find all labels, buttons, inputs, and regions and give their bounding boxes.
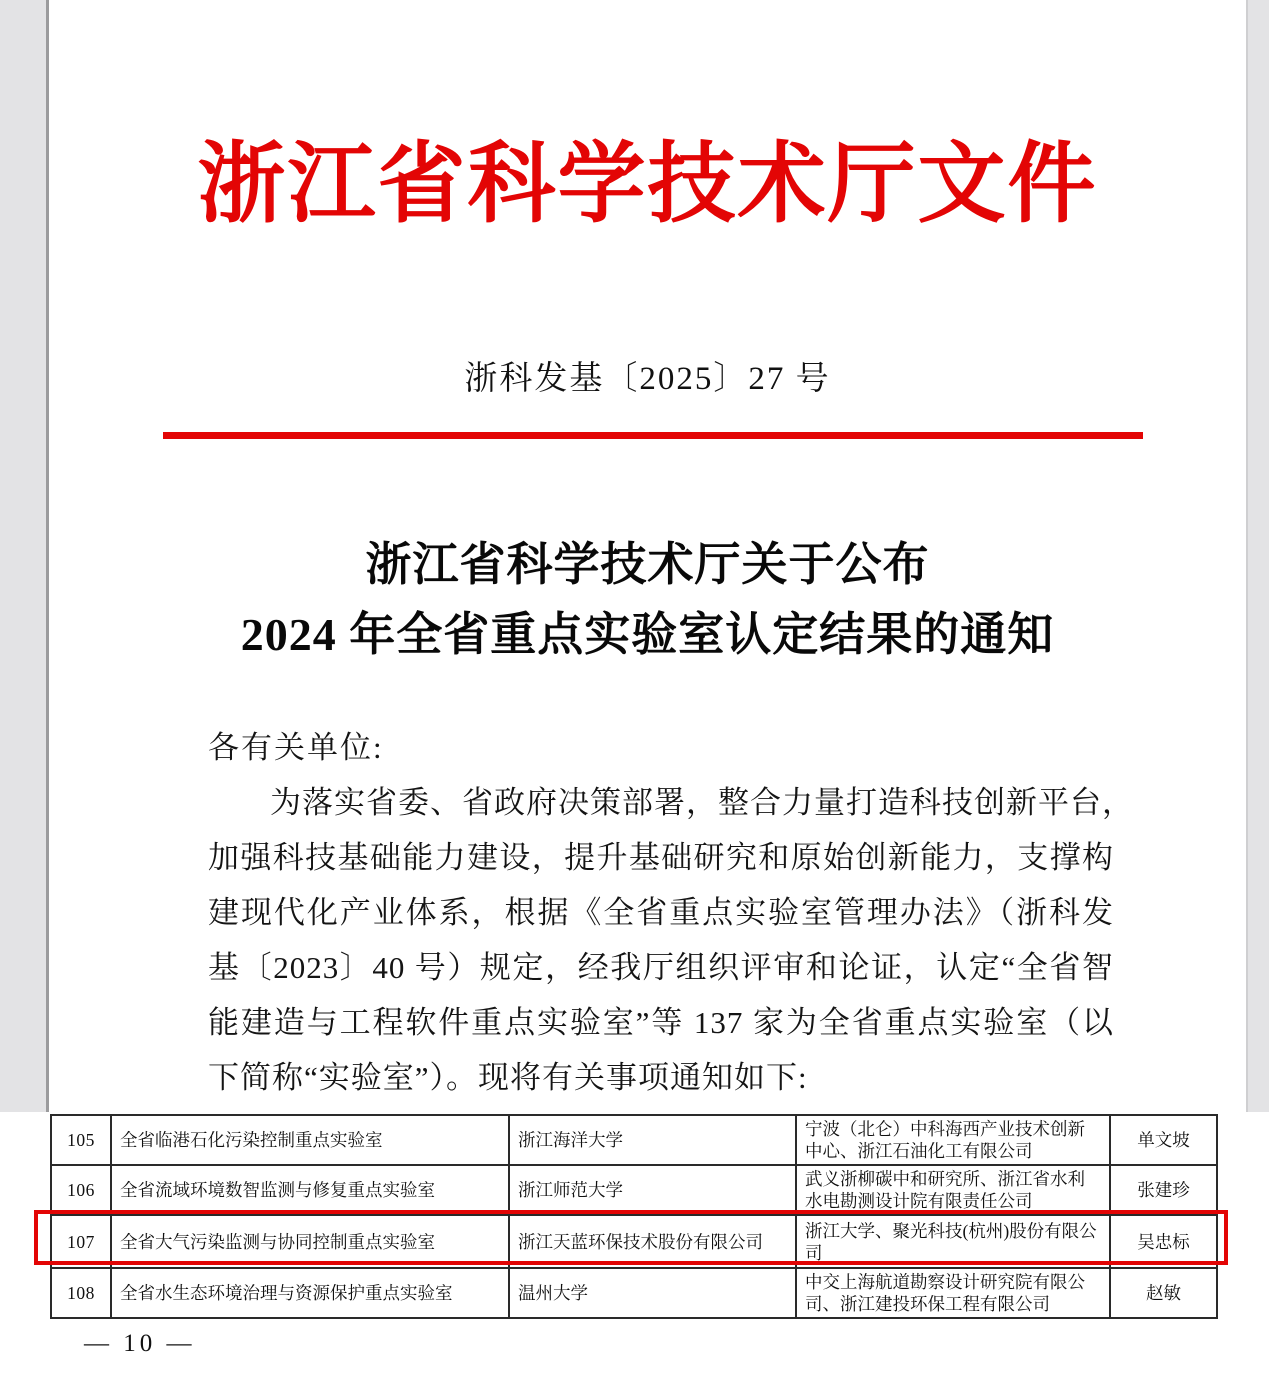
- cell-director: 单文坡: [1110, 1115, 1217, 1165]
- body-line: 为落实省委、省政府决策部署，整合力量打造科技创新平台，: [270, 785, 1134, 820]
- cell-partners: 浙江大学、聚光科技(杭州)股份有限公司: [796, 1215, 1110, 1268]
- red-separator-line: [163, 432, 1143, 439]
- body-line: 基〔2023〕40 号）规定，经我厅组织评审和论证，认定“全省智: [208, 950, 1114, 985]
- notice-title-line1: 浙江省科学技术厅关于公布: [365, 539, 930, 590]
- cell-institution: 浙江海洋大学: [509, 1115, 796, 1165]
- cell-director: 吴忠标: [1110, 1215, 1217, 1268]
- cell-no: 108: [51, 1268, 111, 1318]
- notice-title-line2: 2024 年全省重点实验室认定结果的通知: [240, 609, 1055, 660]
- table-row: [51, 1215, 1217, 1268]
- table-row: [51, 1268, 1217, 1318]
- body-line: 下简称“实验室”）。现将有关事项通知如下:: [208, 1060, 808, 1095]
- cell-director: 张建珍: [1110, 1165, 1217, 1215]
- results-table-body: [51, 1115, 1217, 1318]
- cell-lab: 全省大气污染监测与协同控制重点实验室: [111, 1215, 509, 1268]
- cell-institution: 温州大学: [509, 1268, 796, 1318]
- banner-title: 浙江省科学技术厅文件: [197, 137, 1098, 234]
- results-table: [50, 1114, 1218, 1319]
- cell-partners: 宁波（北仑）中科海西产业技术创新中心、浙江石油化工有限公司: [796, 1115, 1110, 1165]
- table-row: [51, 1165, 1217, 1215]
- document-page: [46, 0, 1248, 1112]
- page-number: — 10 —: [84, 1330, 196, 1357]
- cell-institution: 浙江师范大学: [509, 1165, 796, 1215]
- cell-lab: 全省流域环境数智监测与修复重点实验室: [111, 1165, 509, 1215]
- cell-no: 106: [51, 1165, 111, 1215]
- cell-no: 105: [51, 1115, 111, 1165]
- cell-no: 107: [51, 1215, 111, 1268]
- cell-lab: 全省水生态环境治理与资源保护重点实验室: [111, 1268, 509, 1318]
- cell-lab: 全省临港石化污染控制重点实验室: [111, 1115, 509, 1165]
- salutation: 各有关单位:: [208, 730, 384, 765]
- body-line: 能建造与工程软件重点实验室”等 137 家为全省重点实验室（以: [208, 1005, 1114, 1040]
- body-line: 建现代化产业体系，根据《全省重点实验室管理办法》（浙科发: [208, 895, 1114, 930]
- body-line: 加强科技基础能力建设，提升基础研究和原始创新能力，支撑构: [208, 840, 1114, 875]
- body-paragraph: [208, 775, 1134, 1105]
- table-strip: [0, 1112, 1269, 1386]
- cell-partners: 中交上海航道勘察设计研究院有限公司、浙江建投环保工程有限公司: [796, 1268, 1110, 1318]
- doc-number: 浙科发基〔2025〕27 号: [464, 361, 831, 397]
- cell-director: 赵敏: [1110, 1268, 1217, 1318]
- table-row: [51, 1115, 1217, 1165]
- cell-partners: 武义浙柳碳中和研究所、浙江省水利水电勘测设计院有限责任公司: [796, 1165, 1110, 1215]
- cell-institution: 浙江天蓝环保技术股份有限公司: [509, 1215, 796, 1268]
